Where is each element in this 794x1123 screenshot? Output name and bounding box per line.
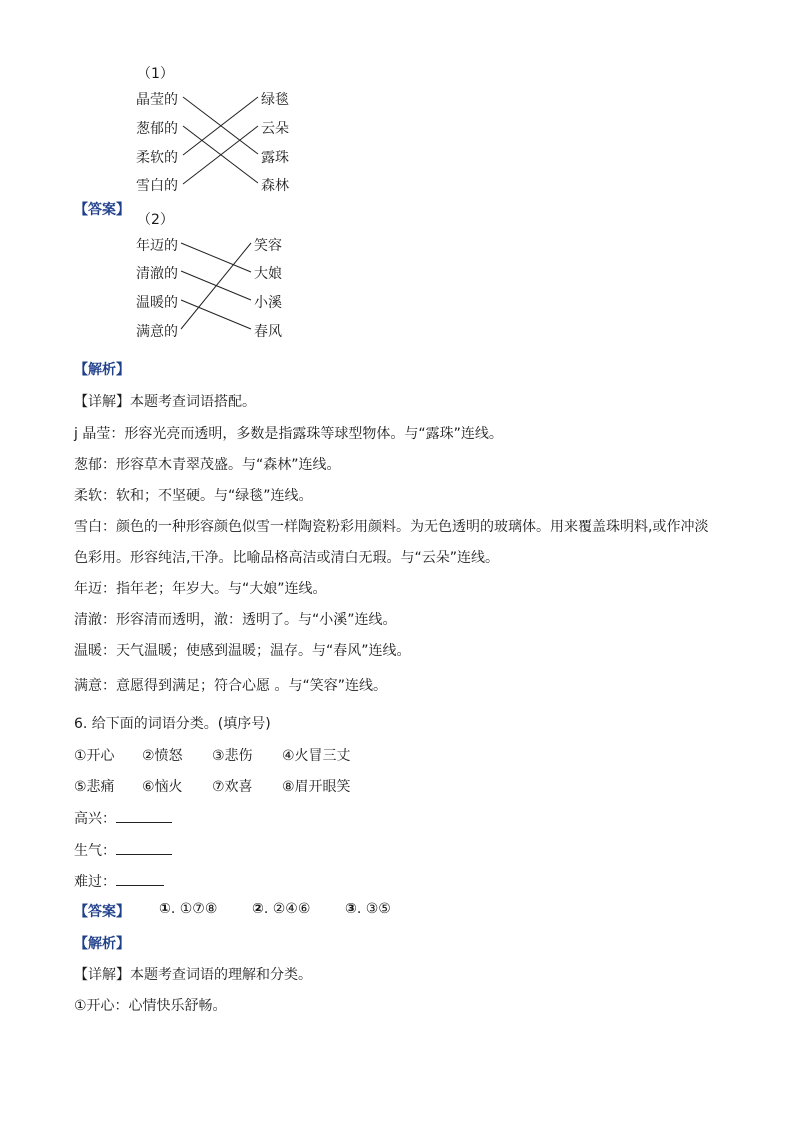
part2-label: （2） bbox=[137, 212, 174, 228]
detail-tag: 【详解】 bbox=[74, 394, 130, 410]
answer-value: . ③⑤ bbox=[356, 901, 391, 917]
answer-item bbox=[252, 901, 310, 917]
right-word: 大娘 bbox=[254, 266, 282, 282]
answer-value: . ①⑦⑧ bbox=[170, 901, 218, 917]
explanation-line: 温暖：天气温暖；使感到温暖；温存。与“春风”连线。 bbox=[74, 643, 411, 659]
explanation-line: 年迈：指年老；年岁大。与“大娘”连线。 bbox=[74, 581, 327, 597]
matching-lines bbox=[0, 0, 794, 400]
answer-item bbox=[345, 901, 391, 917]
word-option: ⑦欢喜 bbox=[212, 779, 253, 795]
explanation-line: 葱郁：形容草木青翠茂盛。与“森林”连线。 bbox=[74, 457, 341, 473]
word-option: ⑥恼火 bbox=[142, 779, 183, 795]
answer-number: ① bbox=[159, 901, 171, 917]
match-line bbox=[181, 243, 251, 272]
word-option: ⑧眉开眼笑 bbox=[282, 779, 351, 795]
detail-line bbox=[74, 391, 256, 411]
answer-number: ③ bbox=[345, 901, 357, 917]
left-word: 年迈的 bbox=[136, 238, 178, 254]
blank-label: 高兴： bbox=[74, 811, 116, 827]
right-word: 笑容 bbox=[254, 238, 282, 254]
detail-tag: 【详解】 bbox=[74, 967, 130, 983]
left-word: 葱郁的 bbox=[136, 121, 178, 137]
word-option: ③悲伤 bbox=[212, 748, 253, 764]
answer-blank[interactable] bbox=[116, 840, 172, 855]
question-title: 6. 给下面的词语分类。(填序号) bbox=[74, 716, 271, 732]
analysis-tag: 【解析】 bbox=[74, 936, 130, 952]
answer-number: ② bbox=[252, 901, 264, 917]
word-option: ①开心 bbox=[74, 748, 115, 764]
answer-value: . ②④⑥ bbox=[263, 901, 311, 917]
right-word: 小溪 bbox=[254, 295, 282, 311]
blank-row bbox=[74, 808, 172, 828]
explanation-line: ①开心：心情快乐舒畅。 bbox=[74, 998, 227, 1014]
match-line bbox=[181, 243, 251, 329]
explanation-line: j 晶莹：形容光亮而透明，多数是指露珠等球型物体。与“露珠”连线。 bbox=[74, 426, 503, 442]
blank-label: 生气： bbox=[74, 843, 116, 859]
word-option: ④火冒三丈 bbox=[282, 748, 351, 764]
analysis-tag: 【解析】 bbox=[74, 362, 130, 378]
left-word: 清澈的 bbox=[136, 266, 178, 282]
word-option: ⑤悲痛 bbox=[74, 779, 115, 795]
explanation-line: 色彩用。形容纯洁,干净。比喻品格高洁或清白无瑕。与“云朵”连线。 bbox=[74, 550, 499, 566]
right-word: 绿毯 bbox=[261, 92, 289, 108]
answer-tag: 【答案】 bbox=[74, 904, 130, 920]
answer-tag: 【答案】 bbox=[74, 202, 130, 218]
explanation-line: 柔软：软和；不坚硬。与“绿毯”连线。 bbox=[74, 488, 313, 504]
detail-text: 本题考查词语搭配。 bbox=[130, 394, 256, 410]
left-word: 柔软的 bbox=[136, 150, 178, 166]
answer-item bbox=[159, 901, 217, 917]
match-line bbox=[181, 300, 251, 329]
answer-blank[interactable] bbox=[116, 808, 172, 823]
left-word: 温暖的 bbox=[136, 295, 178, 311]
explanation-line: 清澈：形容清而透明，澈：透明了。与“小溪”连线。 bbox=[74, 612, 397, 628]
blank-row bbox=[74, 840, 172, 860]
part1-label: （1） bbox=[137, 66, 174, 82]
explanation-line: 满意：意愿得到满足；符合心愿 。与“笑容”连线。 bbox=[74, 678, 387, 694]
word-option: ②愤怒 bbox=[142, 748, 183, 764]
detail-text: 本题考查词语的理解和分类。 bbox=[130, 967, 312, 983]
right-word: 露珠 bbox=[261, 150, 289, 166]
answer-blank[interactable] bbox=[116, 871, 164, 886]
blank-label: 难过： bbox=[74, 874, 116, 890]
blank-row bbox=[74, 871, 164, 891]
right-word: 春风 bbox=[254, 324, 282, 340]
detail-line bbox=[74, 964, 312, 984]
left-word: 满意的 bbox=[136, 324, 178, 340]
left-word: 雪白的 bbox=[136, 178, 178, 194]
right-word: 森林 bbox=[261, 178, 289, 194]
explanation-line: 雪白：颜色的一种形容颜色似雪一样陶瓷粉彩用颜料。为无色透明的玻璃体。用来覆盖珠明料,或作冲淡 bbox=[74, 519, 709, 535]
right-word: 云朵 bbox=[261, 121, 289, 137]
left-word: 晶莹的 bbox=[136, 92, 178, 108]
